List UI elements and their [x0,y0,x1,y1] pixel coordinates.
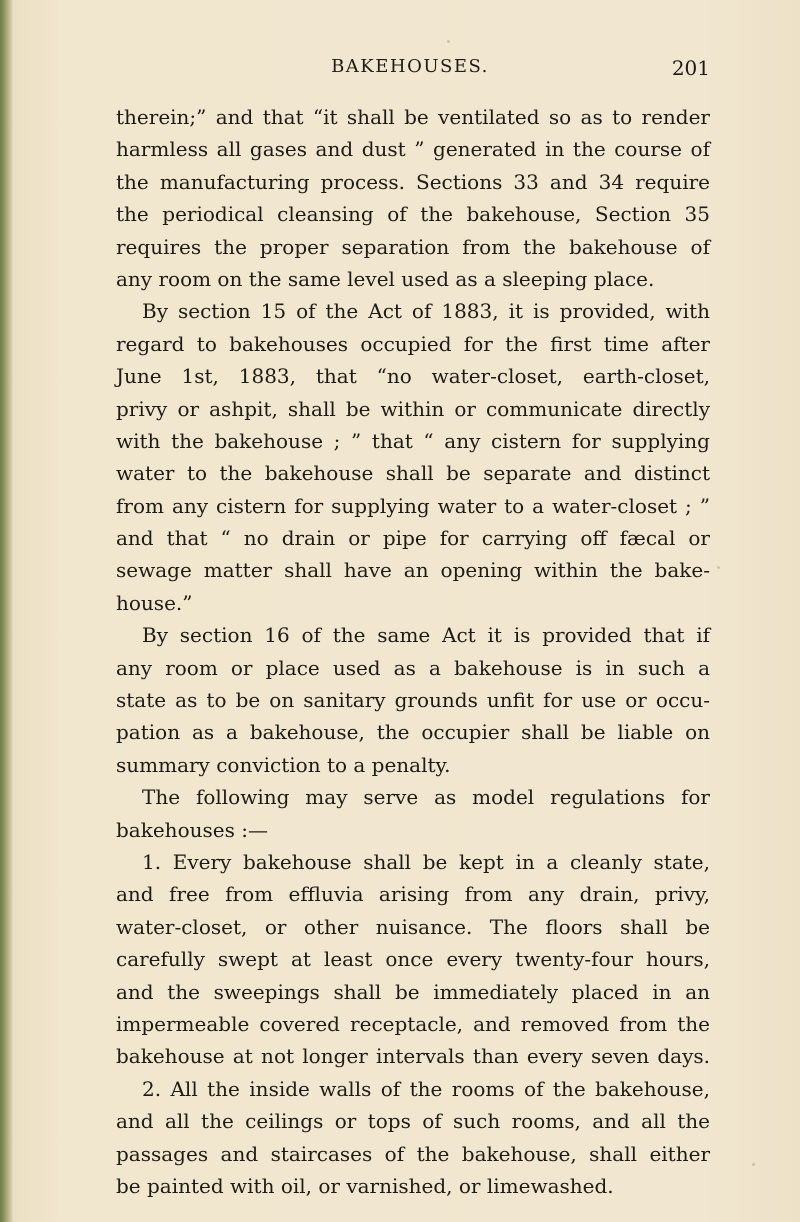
text-line: requires the proper separation from the bakehouse of [116,234,710,259]
running-head: BAKEHOUSES. [331,56,489,77]
text-line: passages and staircases of the bakehouse, shall either [116,1141,710,1166]
text-line: pation as a bakehouse, the occupier shall be liable on [116,720,710,745]
text-line: and free from effluvia arising from any drain, privy, [116,882,710,907]
text-line: house.” [116,590,193,615]
text-line: therein;” and that “it shall be ventilated so as to render [116,105,710,129]
text-line: carefully swept at least once every twenty-four hours, [116,947,710,972]
text-line: By section 16 of the same Act it is provided that if [142,623,710,648]
body-text [116,101,710,1202]
text-line: any room on the same level used as a sleeping place. [116,266,655,291]
text-line: water-closet, or other nuisance. The floors shall be [116,914,710,939]
text-line: the manufacturing process. Sections 33 and 34 require [116,169,710,194]
text-line: summary conviction to a penalty. [116,752,451,777]
text-line: The following may serve as model regulations for [142,785,710,810]
book-binding-edge [0,0,14,1222]
paper-speck [752,1163,755,1166]
text-line: harmless all gases and dust ” generated in the course of [116,137,710,162]
text-line: and the sweepings shall be immediately placed in an [116,979,710,1004]
text-line: impermeable covered receptacle, and removed from the [116,1011,710,1036]
paper-speck [447,40,450,43]
text-line: water to the bakehouse shall be separate and distinct [116,461,710,486]
text-line: sewage matter shall have an opening within the bake- [116,558,710,583]
text-line: be painted with oil, or varnished, or limewashed. [116,1173,614,1198]
text-line: with the bakehouse ; ” that “ any cistern for supplying [116,428,710,453]
paper-speck [717,566,720,569]
text-line: regard to bakehouses occupied for the first time after [116,331,710,356]
text-line: state as to be on sanitary grounds unfit for use or occu- [116,688,710,713]
text-line: bakehouse at not longer intervals than every seven days. [116,1044,710,1069]
text-line: the periodical cleansing of the bakehouse, Section 35 [116,202,710,227]
page-header [110,56,710,88]
text-line: 2. All the inside walls of the rooms of the bakehouse, [142,1076,710,1101]
text-line: bakehouses :— [116,817,268,842]
text-line: from any cistern for supplying water to a water-closet ; ” [116,493,710,518]
text-line: June 1st, 1883, that “no water-closet, earth-closet, [116,364,710,389]
page-number: 201 [671,56,710,80]
text-line: 1. Every bakehouse shall be kept in a cleanly state, [142,849,710,874]
text-line: any room or place used as a bakehouse is in such a [116,655,710,680]
text-line: By section 15 of the Act of 1883, it is provided, with [142,299,710,324]
text-line: and all the ceilings or tops of such rooms, and all the [116,1109,710,1134]
text-line: and that “ no drain or pipe for carrying off fæcal or [116,526,710,551]
text-line: privy or ashpit, shall be within or communicate directly [116,396,710,421]
